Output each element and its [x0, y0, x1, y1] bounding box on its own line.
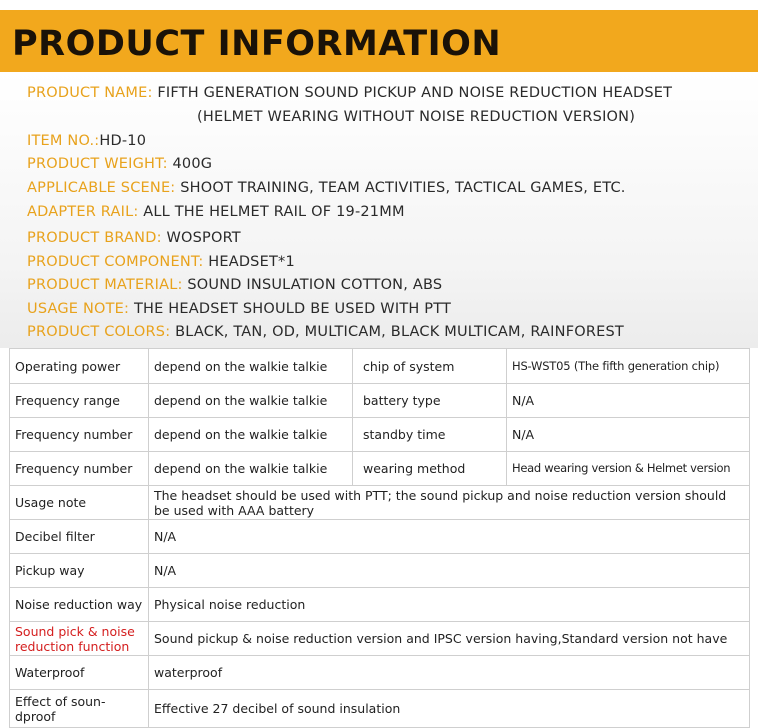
spec-value: HS-WST05 (The fifth generation chip) — [507, 349, 750, 384]
table-row — [10, 520, 750, 554]
info-value: WOSPORT — [166, 230, 241, 246]
info-value: SOUND INSULATION COTTON, ABS — [187, 277, 443, 293]
info-component — [27, 254, 295, 270]
info-scene — [27, 180, 626, 196]
info-label: USAGE NOTE: — [27, 301, 134, 317]
spec-value: depend on the walkie talkie — [149, 452, 353, 486]
table-row — [10, 384, 750, 418]
table-row — [10, 622, 750, 656]
spec-value: The headset should be used with PTT; the sound pickup and noise reduction version should be used with AAA battery — [149, 486, 750, 520]
spec-label: Frequency range — [10, 384, 149, 418]
table-row — [10, 690, 750, 728]
spec-value: N/A — [149, 554, 750, 588]
spec-label: Pickup way — [10, 554, 149, 588]
spec-value: depend on the walkie talkie — [149, 418, 353, 452]
info-label: PRODUCT NAME: — [27, 85, 158, 101]
info-colors — [27, 324, 624, 340]
spec-label: Waterproof — [10, 656, 149, 690]
spec-value: waterproof — [149, 656, 750, 690]
info-label: PRODUCT COLORS: — [27, 324, 176, 340]
table-row — [10, 656, 750, 690]
spec-label: standby time — [353, 418, 507, 452]
spec-label: Operating power — [10, 349, 149, 384]
spec-value: N/A — [149, 520, 750, 554]
spec-value: Sound pickup & noise reduction version and IPSC version having,Standard version not have — [149, 622, 750, 656]
info-product-name — [27, 85, 672, 101]
info-label: ADAPTER RAIL: — [27, 204, 144, 220]
info-value: 400G — [172, 156, 213, 172]
spec-value: N/A — [507, 384, 750, 418]
table-row — [10, 486, 750, 520]
info-label: PRODUCT COMPONENT: — [27, 254, 209, 270]
info-value: FIFTH GENERATION SOUND PICKUP AND NOISE REDUCTION HEADSET — [157, 85, 673, 101]
info-value: (HELMET WEARING WITHOUT NOISE REDUCTION VERSION) — [197, 109, 636, 125]
spec-label-highlight: Sound pick & noise reduction function — [10, 622, 149, 656]
table-row — [10, 452, 750, 486]
title-banner — [0, 0, 758, 72]
info-value: ALL THE HELMET RAIL OF 19-21MM — [143, 204, 405, 220]
spec-value: Physical noise reduction — [149, 588, 750, 622]
info-label: APPLICABLE SCENE: — [27, 180, 181, 196]
product-info-panel — [0, 72, 758, 348]
spec-label: Frequency number — [10, 452, 149, 486]
spec-value: N/A — [507, 418, 750, 452]
info-label: PRODUCT WEIGHT: — [27, 156, 173, 172]
table-row — [10, 588, 750, 622]
spec-label: Noise reduction way — [10, 588, 149, 622]
spec-label: Decibel filter — [10, 520, 149, 554]
table-row — [10, 349, 750, 384]
info-brand — [27, 230, 241, 246]
info-item-no — [27, 133, 146, 149]
spec-label: Effect of soun-dproof — [10, 690, 149, 728]
table-row — [10, 554, 750, 588]
spec-value: Head wearing version & Helmet version — [507, 452, 750, 486]
info-value: THE HEADSET SHOULD BE USED WITH PTT — [133, 301, 452, 317]
info-value: SHOOT TRAINING, TEAM ACTIVITIES, TACTICAL GAMES, ETC. — [180, 180, 626, 196]
info-product-name-cont — [197, 109, 635, 125]
info-material — [27, 277, 442, 293]
spec-table — [9, 348, 750, 728]
spec-label: wearing method — [353, 452, 507, 486]
table-row — [10, 418, 750, 452]
info-label: ITEM NO.: — [27, 133, 100, 149]
spec-label: Usage note — [10, 486, 149, 520]
page-title: PRODUCT INFORMATION — [12, 24, 502, 64]
info-label: PRODUCT BRAND: — [27, 230, 167, 246]
info-value: HD-10 — [99, 133, 147, 149]
spec-label: Frequency number — [10, 418, 149, 452]
info-usage-note — [27, 301, 451, 317]
spec-value: Effective 27 decibel of sound insulation — [149, 690, 750, 728]
info-label: PRODUCT MATERIAL: — [27, 277, 188, 293]
spec-label: chip of system — [353, 349, 507, 384]
spec-value: depend on the walkie talkie — [149, 384, 353, 418]
info-weight — [27, 156, 212, 172]
spec-value: depend on the walkie talkie — [149, 349, 353, 384]
info-value: HEADSET*1 — [208, 254, 295, 270]
info-value: BLACK, TAN, OD, MULTICAM, BLACK MULTICAM, RAINFOREST — [175, 324, 624, 340]
info-rail — [27, 204, 405, 220]
spec-label: battery type — [353, 384, 507, 418]
